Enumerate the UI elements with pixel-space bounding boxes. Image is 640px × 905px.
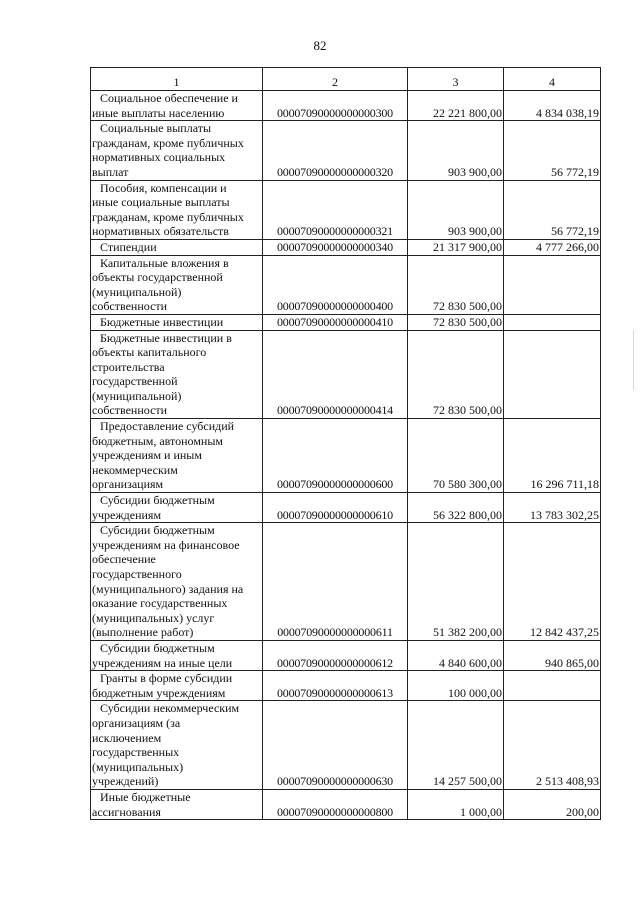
row-value-col4 — [504, 255, 601, 314]
row-name-line: исключением — [92, 730, 162, 745]
row-name — [91, 239, 263, 255]
row-name-line: Субсидии бюджетным — [100, 493, 215, 508]
row-code: 00007090000000000611 — [263, 523, 408, 641]
table-row — [91, 255, 601, 314]
row-value-col3: 903 900,00 — [408, 180, 504, 239]
row-name-line: объекты государственной — [92, 270, 223, 285]
table-row — [91, 91, 601, 121]
table-row — [91, 121, 601, 180]
row-name-line: бюджетным, автономным — [92, 433, 223, 448]
row-name-line: учреждениям и иным — [92, 448, 202, 463]
table-row — [91, 640, 601, 670]
row-value-col3: 22 221 800,00 — [408, 91, 504, 121]
row-name — [91, 91, 263, 121]
row-name-line: бюджетным учреждениям — [92, 685, 226, 700]
row-value-col4 — [504, 671, 601, 701]
row-name — [91, 523, 263, 641]
row-value-col3: 903 900,00 — [408, 121, 504, 180]
row-value-col3: 100 000,00 — [408, 671, 504, 701]
row-value-col3: 51 382 200,00 — [408, 523, 504, 641]
page-number: 82 — [313, 38, 327, 53]
row-value-col3: 56 322 800,00 — [408, 493, 504, 523]
row-code: 00007090000000000612 — [263, 640, 408, 670]
row-value-col4: 2 513 408,93 — [504, 701, 601, 790]
row-name — [91, 180, 263, 239]
row-name — [91, 419, 263, 493]
table-row — [91, 314, 601, 330]
row-name — [91, 701, 263, 790]
row-code: 00007090000000000300 — [263, 91, 408, 121]
row-name-line: (муниципальной) — [92, 388, 182, 403]
row-code: 00007090000000000414 — [263, 330, 408, 419]
row-name-line: нормативных обязательств — [92, 224, 229, 239]
row-name-line: оказание государственных — [92, 596, 228, 611]
row-name-line: Стипендии — [100, 239, 157, 254]
row-code: 00007090000000000600 — [263, 419, 408, 493]
row-name — [91, 330, 263, 419]
row-name-line: учреждениям на финансовое — [92, 537, 240, 552]
row-value-col4: 940 865,00 — [504, 640, 601, 670]
row-value-col3: 1 000,00 — [408, 789, 504, 819]
row-name — [91, 640, 263, 670]
row-value-col3: 21 317 900,00 — [408, 239, 504, 255]
row-code: 00007090000000000340 — [263, 239, 408, 255]
table-row — [91, 330, 601, 419]
row-code: 00007090000000000610 — [263, 493, 408, 523]
row-value-col4: 4 834 038,19 — [504, 91, 601, 121]
row-name-line: некоммерческим — [92, 462, 178, 477]
row-value-col3: 72 830 500,00 — [408, 314, 504, 330]
row-value-col4 — [504, 330, 601, 419]
row-value-col3: 4 840 600,00 — [408, 640, 504, 670]
budget-table — [90, 67, 601, 820]
row-name-line: организациям (за — [92, 715, 181, 730]
row-value-col3: 70 580 300,00 — [408, 419, 504, 493]
row-name-line: (муниципального) задания на — [92, 581, 244, 596]
row-name-line: Социальное обеспечение и — [100, 91, 238, 105]
row-code: 00007090000000000410 — [263, 314, 408, 330]
row-value-col4: 56 772,19 — [504, 180, 601, 239]
row-name-line: Капитальные вложения в — [100, 255, 229, 270]
table-row — [91, 523, 601, 641]
row-name-line: гражданам, кроме публичных — [92, 209, 244, 224]
row-name-line: учреждениям на иные цели — [92, 655, 233, 670]
row-name-line: нормативных социальных — [92, 150, 226, 165]
column-header-4: 4 — [504, 68, 601, 91]
row-value-col4 — [504, 314, 601, 330]
row-value-col4: 12 842 437,25 — [504, 523, 601, 641]
table-row — [91, 701, 601, 790]
row-name-line: учреждениям — [92, 507, 162, 522]
row-name-line: Предоставление субсидий — [100, 419, 235, 434]
scan-artifact — [633, 330, 634, 390]
row-name-line: Субсидии бюджетным — [100, 640, 215, 655]
row-code: 00007090000000000320 — [263, 121, 408, 180]
row-name-line: Иные бюджетные — [100, 789, 191, 804]
row-name-line: учреждений) — [92, 774, 159, 789]
row-name — [91, 789, 263, 819]
row-name-line: ассигнования — [92, 804, 161, 819]
column-header-3: 3 — [408, 68, 504, 91]
row-name-line: государственных — [92, 745, 180, 760]
row-code: 00007090000000000400 — [263, 255, 408, 314]
row-name — [91, 671, 263, 701]
row-name-line: Бюджетные инвестиции — [100, 314, 224, 329]
row-name-line: собственности — [92, 403, 168, 418]
row-name-line: иные выплаты населению — [92, 105, 225, 120]
row-name-line: объекты капитального — [92, 345, 207, 360]
row-name-line: Субсидии бюджетным — [100, 523, 215, 538]
row-code: 00007090000000000800 — [263, 789, 408, 819]
table-row — [91, 180, 601, 239]
row-value-col4: 4 777 266,00 — [504, 239, 601, 255]
row-name-line: (муниципальных) — [92, 759, 184, 774]
row-value-col4: 56 772,19 — [504, 121, 601, 180]
row-name-line: (муниципальной) — [92, 284, 182, 299]
column-header-2: 2 — [263, 68, 408, 91]
row-name — [91, 121, 263, 180]
column-header-1: 1 — [91, 68, 263, 91]
table-row — [91, 671, 601, 701]
row-name — [91, 255, 263, 314]
row-name — [91, 493, 263, 523]
row-name-line: иные социальные выплаты — [92, 195, 230, 210]
row-name-line: (муниципальных) услуг — [92, 610, 215, 625]
row-value-col4: 16 296 711,18 — [504, 419, 601, 493]
row-name-line: (выполнение работ) — [92, 625, 194, 640]
row-value-col3: 72 830 500,00 — [408, 255, 504, 314]
row-code: 00007090000000000613 — [263, 671, 408, 701]
row-name-line: обеспечение — [92, 552, 156, 567]
row-name-line: Гранты в форме субсидии — [100, 671, 233, 686]
row-name-line: государственной — [92, 374, 178, 389]
table-header-row — [91, 68, 601, 91]
row-name-line: строительства — [92, 359, 165, 374]
row-name-line: Субсидии некоммерческим — [100, 701, 240, 716]
row-code: 00007090000000000321 — [263, 180, 408, 239]
row-name-line: Пособия, компенсации и — [100, 180, 227, 195]
row-name-line: организациям — [92, 477, 164, 492]
row-name-line: Социальные выплаты — [100, 121, 212, 136]
row-name-line: выплат — [92, 164, 129, 179]
row-value-col3: 14 257 500,00 — [408, 701, 504, 790]
row-name-line: государственного — [92, 567, 182, 581]
row-code: 00007090000000000630 — [263, 701, 408, 790]
row-value-col3: 72 830 500,00 — [408, 330, 504, 419]
row-value-col4: 13 783 302,25 — [504, 493, 601, 523]
row-value-col4: 200,00 — [504, 789, 601, 819]
row-name-line: собственности — [92, 299, 168, 314]
table-row — [91, 789, 601, 819]
table-row — [91, 239, 601, 255]
row-name-line: гражданам, кроме публичных — [92, 135, 244, 150]
table-row — [91, 419, 601, 493]
table-row — [91, 493, 601, 523]
row-name — [91, 314, 263, 330]
row-name-line: Бюджетные инвестиции в — [100, 330, 232, 345]
